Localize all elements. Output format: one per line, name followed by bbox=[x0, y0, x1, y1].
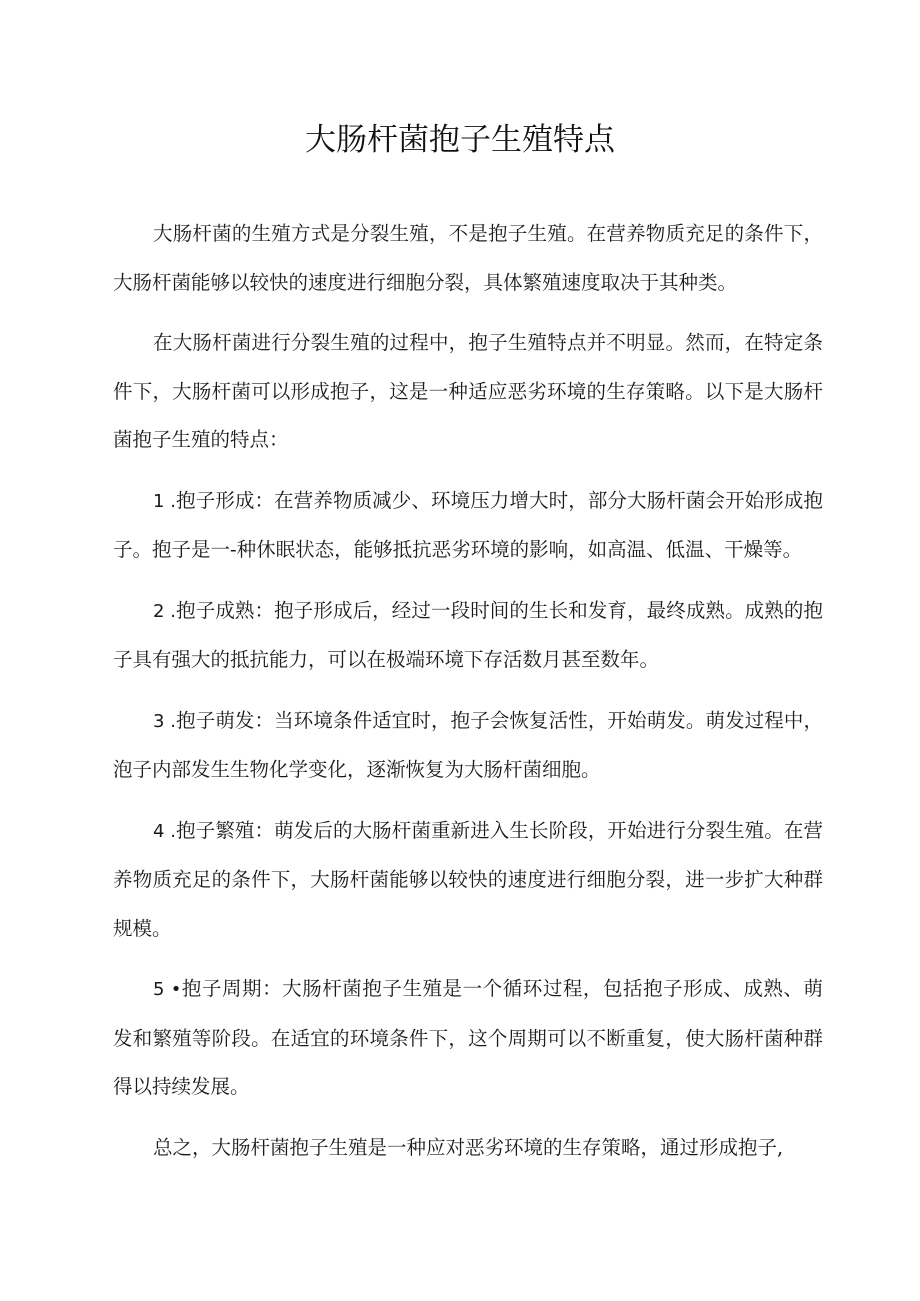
list-item-1 bbox=[113, 477, 823, 575]
list-item-3 bbox=[113, 697, 823, 795]
document-title: 大肠杆菌抱子生殖特点 bbox=[305, 122, 615, 158]
list-item-4 bbox=[113, 807, 823, 954]
paragraph-text: 大肠杆菌的生殖方式是分裂生殖，不是抱子生殖。在营养物质充足的条件下，大肠杆菌能够以较快的速度进行细胞分裂，具体繁殖速度取决于其种类。 bbox=[113, 222, 823, 294]
paragraph-text: 在大肠杆菌进行分裂生殖的过程中，抱子生殖特点并不明显。然而，在特定条件下，大肠杆菌可以形成抱子，这是一种适应恶劣环境的生存策略。以下是大肠杆菌抱子生殖的特点： bbox=[113, 331, 823, 451]
paragraph-text: 抱子周期：大肠杆菌抱子生殖是一个循环过程，包括抱子形成、成熟、萌发和繁殖等阶段。在适宜的环境条件下，这个周期可以不断重复，使大肠杆菌种群得以持续发展。 bbox=[113, 977, 823, 1098]
list-marker: 5 • bbox=[153, 979, 182, 1000]
paragraph-text: 抱子萌发：当环境条件适宜时，抱子会恢复活性，开始萌发。萌发过程中，泡子内部发生生物化学变化，逐渐恢复为大肠杆菌细胞。 bbox=[113, 708, 823, 781]
document-body bbox=[113, 210, 823, 1184]
paragraph-text: 抱子成熟：抱子形成后，经过一段时间的生长和发育，最终成熟。成熟的抱子具有强大的抵抗能力，可以在极端环境下存活数月甚至数年。 bbox=[113, 598, 823, 671]
list-marker: 3 . bbox=[153, 710, 177, 732]
paragraph-text: 抱子繁殖：萌发后的大肠杆菌重新进入生长阶段，开始进行分裂生殖。在营养物质充足的条件下，大肠杆菌能够以较快的速度进行细胞分裂，进一步扩大种群规模。 bbox=[113, 818, 823, 940]
paragraph-context bbox=[113, 319, 823, 465]
paragraph-conclusion bbox=[113, 1124, 823, 1173]
list-item-2 bbox=[113, 587, 823, 685]
paragraph-text: 抱子形成：在营养物质减少、环境压力增大时，部分大肠杆菌会开始形成抱子。抱子是一-种休眠状态，能够抵抗恶劣环境的影响，如高温、低温、干燥等。 bbox=[113, 488, 823, 561]
list-marker: 2 . bbox=[153, 600, 177, 622]
list-marker: 1 . bbox=[153, 490, 177, 512]
paragraph-text: 总之，大肠杆菌抱子生殖是一种应对恶劣环境的生存策略，通过形成抱子, bbox=[153, 1135, 784, 1159]
list-marker: 4 . bbox=[153, 820, 177, 842]
list-item-5 bbox=[113, 965, 823, 1112]
paragraph-intro bbox=[113, 210, 823, 307]
